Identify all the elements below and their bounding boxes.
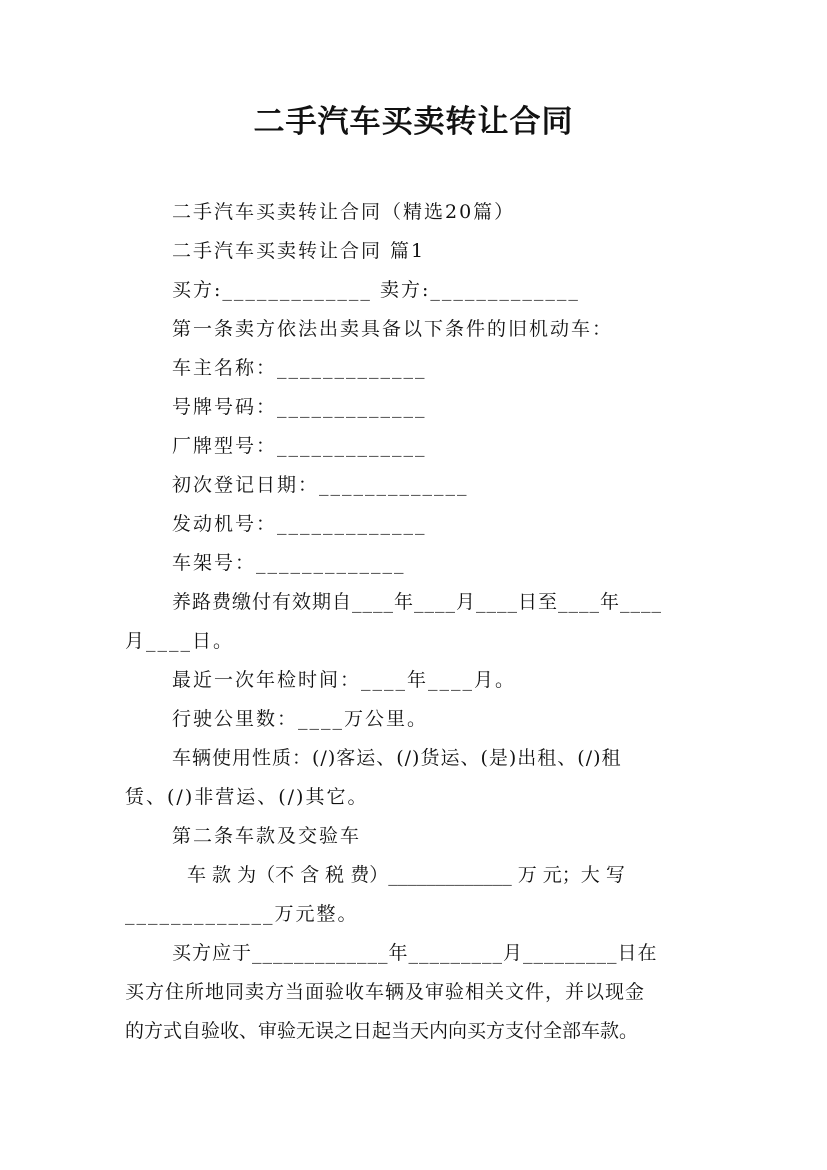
usage-type-line: 车辆使用性质：(/)客运、(/)货运、(是)出租、(/)租: [172, 747, 622, 769]
road-fee-line: 养路费缴付有效期自____年____月____日至____年____: [172, 591, 663, 613]
subtitle-line: 二手汽车买卖转让合同（精选20篇）: [172, 201, 516, 223]
first-registration-field: 初次登记日期：_____________: [172, 474, 469, 496]
article-one-heading: 第一条卖方依法出卖具备以下条件的旧机动车：: [172, 318, 614, 340]
owner-name-field: 车主名称：_____________: [172, 357, 427, 379]
model-field: 厂牌型号：_____________: [172, 435, 427, 457]
document-title: 二手汽车买卖转让合同: [253, 104, 574, 140]
road-fee-line-cont: 月____日。: [125, 630, 235, 652]
plate-number-field: 号牌号码：_____________: [172, 396, 427, 418]
acceptance-line: 买方应于_____________年_________月_________日在: [172, 942, 658, 964]
usage-type-line-cont: 赁、(/)非营运、(/)其它。: [125, 786, 369, 808]
price-line-cont: _____________万元整。: [125, 903, 359, 925]
parties-line: 买方:_____________ 卖方:_____________: [172, 279, 580, 301]
frame-number-field: 车架号：_____________: [172, 552, 406, 574]
acceptance-line-cont-1: 买方住所地同卖方当面验收车辆及审验相关文件，并以现金: [125, 981, 646, 1003]
price-line: 车 款 为（不 含 税 费）_____________ 万 元；大 写: [187, 864, 625, 886]
acceptance-line-cont-2: 的方式自验收、审验无误之日起当天内向买方支付全部车款。: [125, 1020, 639, 1042]
section-heading: 二手汽车买卖转让合同 篇1: [172, 240, 426, 262]
inspection-date-field: 最近一次年检时间：____年____月。: [172, 669, 517, 691]
engine-number-field: 发动机号：_____________: [172, 513, 427, 535]
mileage-field: 行驶公里数：____万公里。: [172, 708, 429, 730]
article-two-heading: 第二条车款及交验车: [172, 825, 362, 847]
